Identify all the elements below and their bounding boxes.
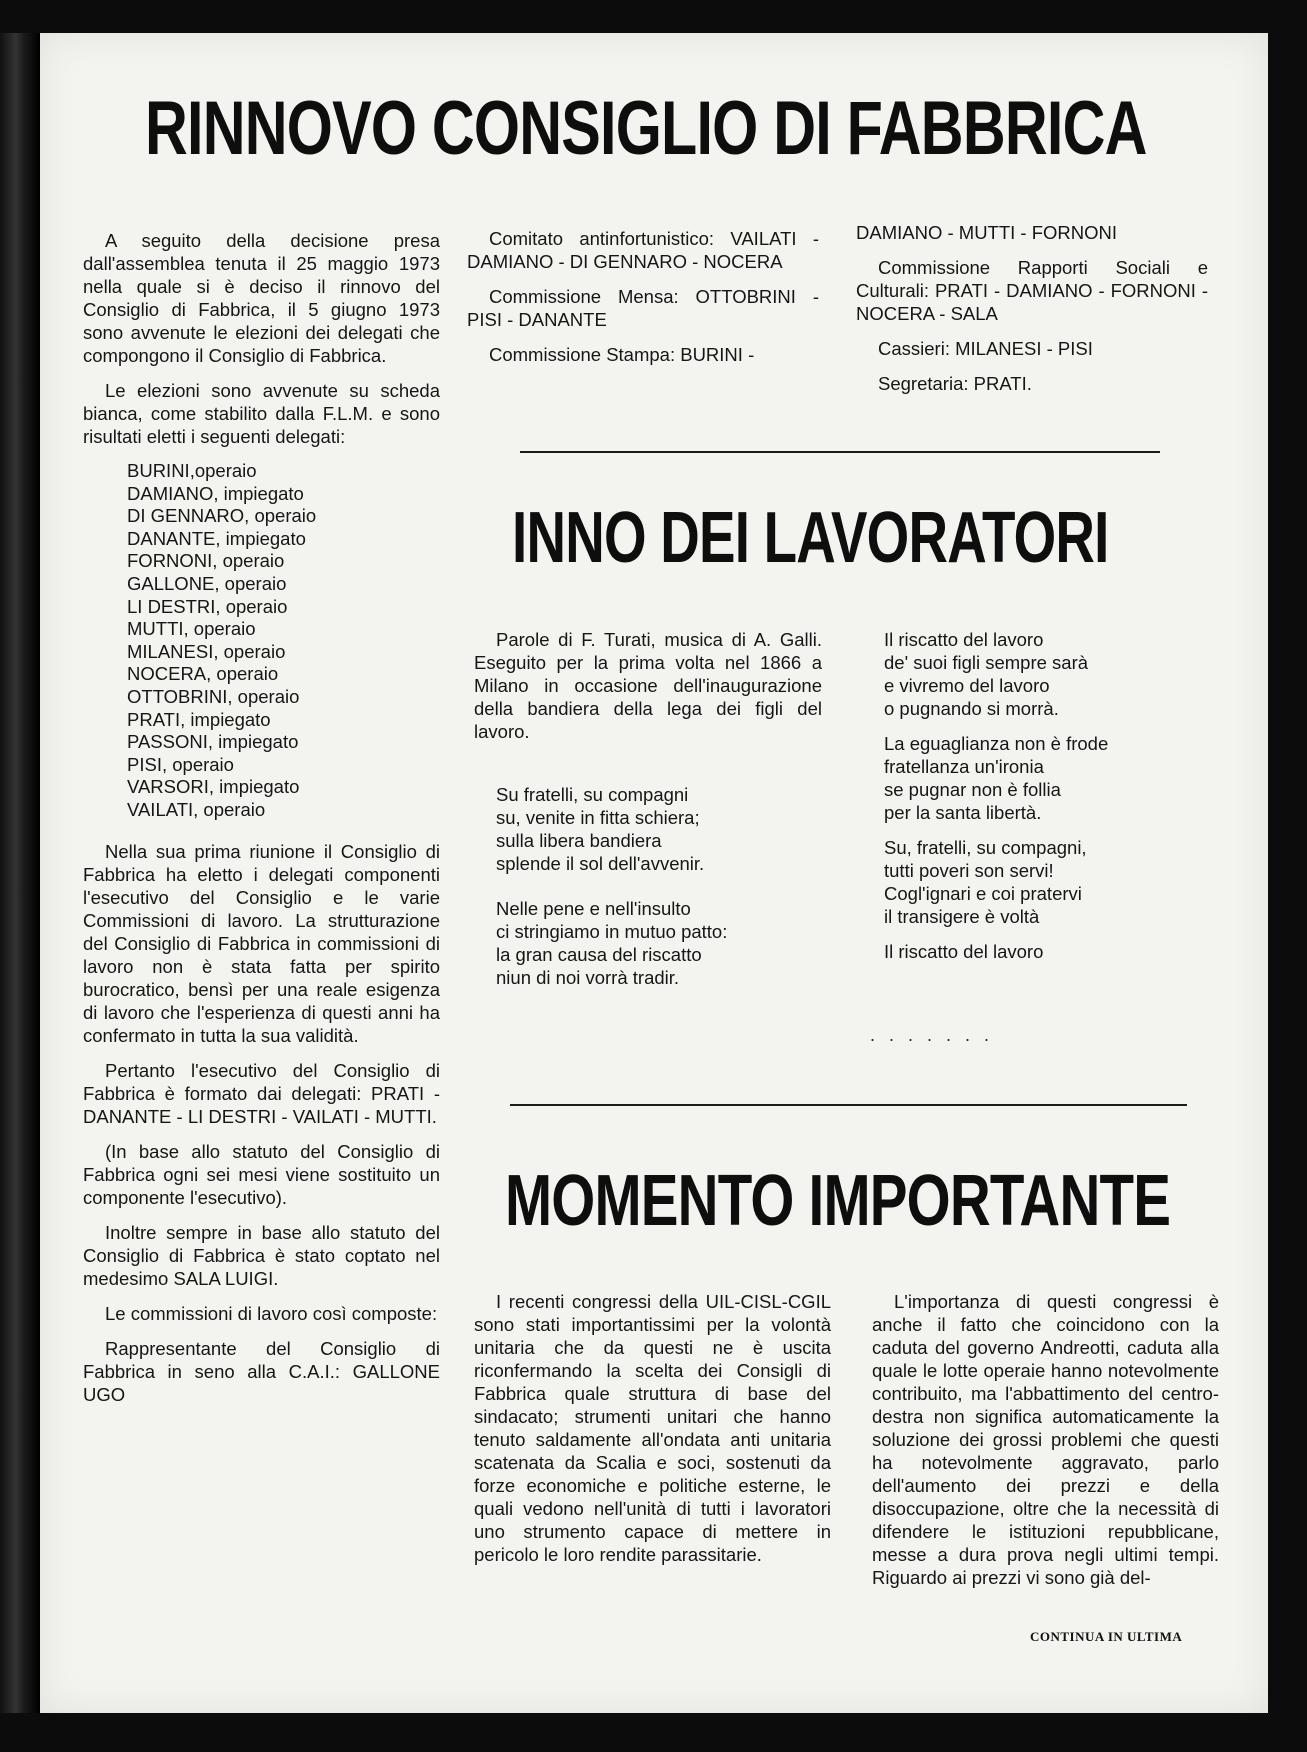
section-divider xyxy=(510,1104,1187,1106)
paragraph: Cassieri: MILANESI - PISI xyxy=(878,338,1093,359)
list-item: OTTOBRINI, operaio xyxy=(127,685,300,707)
verse: Su, fratelli, su compagni, tutti poveri son servi! Cogl'ignari e coi pratervi il transigere è voltà xyxy=(884,837,1087,927)
verse: Il riscatto del lavoro xyxy=(884,941,1044,962)
list-item: MILANESI, operaio xyxy=(127,640,286,662)
headline-inno: INNO DEI LAVORATORI xyxy=(512,498,1109,578)
list-item: DI GENNARO, operaio xyxy=(127,505,317,527)
list-item: PISI, operaio xyxy=(127,753,234,775)
paragraph: Commissione Mensa: OTTOBRINI - PISI - DANANTE xyxy=(467,286,819,330)
paragraph: Pertanto l'esecutivo del Consiglio di Fabbrica è formato dai delegati: PRATI - DANANTE - LI DESTRI - VAILATI - MUTTI. xyxy=(83,1059,440,1127)
list-item: DAMIANO, impiegato xyxy=(127,482,304,504)
list-item: VARSORI, impiegato xyxy=(127,776,300,798)
paragraph: Rappresentante del Consiglio di Fabbrica in seno alla C.A.I.: GALLONE UGO xyxy=(83,1337,440,1405)
paragraph: (In base allo statuto del Consiglio di Fabbrica ogni sei mesi viene sostituito un componente l'esecutivo). xyxy=(83,1140,440,1208)
paragraph: Le elezioni sono avvenute su scheda bianca, come stabilito dalla F.L.M. e sono risultati eletti i seguenti delegati: xyxy=(83,380,440,447)
list-item: GALLONE, operaio xyxy=(127,572,287,594)
paragraph: Inoltre sempre in base allo statuto del Consiglio di Fabbrica è stato coptato nel medesimo SALA LUIGI. xyxy=(83,1221,440,1289)
paragraph: Le commissioni di lavoro così composte: xyxy=(105,1302,438,1324)
section-divider xyxy=(520,451,1160,453)
paragraph: Parole di F. Turati, musica di A. Galli. Eseguito per la prima volta nel 1866 a Milano in occasione dell'inaugurazione della bandiera della lega dei figli del lavoro. xyxy=(474,629,822,742)
verse: La eguaglianza non è frode fratellanza un'ironia se pugnar non è follia per la santa libertà. xyxy=(884,733,1109,823)
column-rinnovo-1 xyxy=(83,229,440,1418)
column-momento-right xyxy=(872,1290,1219,1601)
verse: Il riscatto del lavoro de' suoi figli sempre sarà e vivremo del lavoro o pugnando si morrà. xyxy=(884,629,1089,719)
paragraph: A seguito della decisione presa dall'assemblea tenuta il 25 maggio 1973 nella quale si è deciso il rinnovo del Consiglio di Fabbrica, il 5 giugno 1973 sono avvenute le elezioni dei delegati che compongono il Consiglio di Fabbrica. xyxy=(83,230,440,366)
headline-rinnovo: RINNOVO CONSIGLIO DI FABBRICA xyxy=(145,86,1147,171)
list-item: VAILATI, operaio xyxy=(127,798,266,820)
ellipsis-dots: ....... xyxy=(870,1025,1004,1045)
paragraph: Commissione Stampa: BURINI - xyxy=(489,344,755,365)
list-item: PRATI, impiegato xyxy=(127,708,271,730)
list-item: FORNONI, operaio xyxy=(127,550,285,572)
column-rinnovo-2 xyxy=(467,227,819,378)
column-inno-left xyxy=(474,628,822,1001)
verse: Su fratelli, su compagni su, venite in fitta schiera; sulla libera bandiera splende il sol dell'avvenir. xyxy=(496,784,705,874)
list-item: DANANTE, impiegato xyxy=(127,527,306,549)
paragraph: I recenti congressi della UIL-CISL-CGIL sono stati importantissimi per la volontà unitaria che da questi ne è uscita riconfermando la scelta dei Consigli di Fabbrica quale struttura di base del sindacato; strumenti unitari che hanno tenuto saldamente all'ondata anti unitaria scatenata da Scalia e soci, sostenuti da forze economiche e politiche esterne, le quali vedono nell'unità di tutti i lavoratori uno strumento capace di mettere in pericolo le loro rendite parassitarie. xyxy=(474,1291,831,1565)
headline-momento: MOMENTO IMPORTANTE xyxy=(505,1161,1171,1241)
paragraph: Commissione Rapporti Sociali e Culturali: PRATI - DAMIANO - FORNONI - NOCERA - SALA xyxy=(856,257,1208,324)
paragraph: Nella sua prima riunione il Consiglio di Fabbrica ha eletto i delegati componenti l'esecutivo del Consiglio e le varie Commissioni di lavoro. La strutturazione del Consiglio di Fabbrica in commissioni di lavoro non è stata fatta per spirito burocratico, bensì per una reale esigenza di lavoro che l'esperienza di questi anni ha confermato in tutta la sua validità. xyxy=(83,840,440,1046)
list-item: NOCERA, operaio xyxy=(127,663,279,685)
verse: Nelle pene e nell'insulto ci stringiamo in mutuo patto: la gran causa del riscatto niun di noi vorrà tradir. xyxy=(496,898,728,988)
delegates-list xyxy=(127,460,440,822)
paragraph: DAMIANO - MUTTI - FORNONI xyxy=(856,222,1118,243)
list-item: PASSONI, impiegato xyxy=(127,731,299,753)
paragraph: L'importanza di questi congressi è anche il fatto che coincidono con la caduta del governo Andreotti, caduta alla quale le lotte operaie hanno notevolmente contribuito, ma l'abbattimento del centro-destra non significa automaticamente la soluzione dei grossi problemi che questi ha notevolmente aggravato, parlo dell'aumento dei prezzi e della disoccupazione, oltre che la necessità di difendere le istituzioni repubblicane, messe a dura prova negli ultimi tempi. Riguardo ai prezzi vi sono già del- xyxy=(872,1291,1219,1588)
column-rinnovo-3 xyxy=(856,221,1208,407)
list-item: MUTTI, operaio xyxy=(127,618,256,640)
continua-note: CONTINUA IN ULTIMA xyxy=(1030,1629,1183,1644)
paragraph: Segretaria: PRATI. xyxy=(878,373,1032,394)
binding-edge xyxy=(0,33,40,1713)
column-momento-left xyxy=(474,1290,831,1578)
list-item: LI DESTRI, operaio xyxy=(127,595,288,617)
paragraph: Comitato antinfortunistico: VAILATI - DAMIANO - DI GENNARO - NOCERA xyxy=(467,228,819,272)
column-inno-right xyxy=(862,628,1202,975)
list-item: BURINI,operaio xyxy=(127,460,257,481)
